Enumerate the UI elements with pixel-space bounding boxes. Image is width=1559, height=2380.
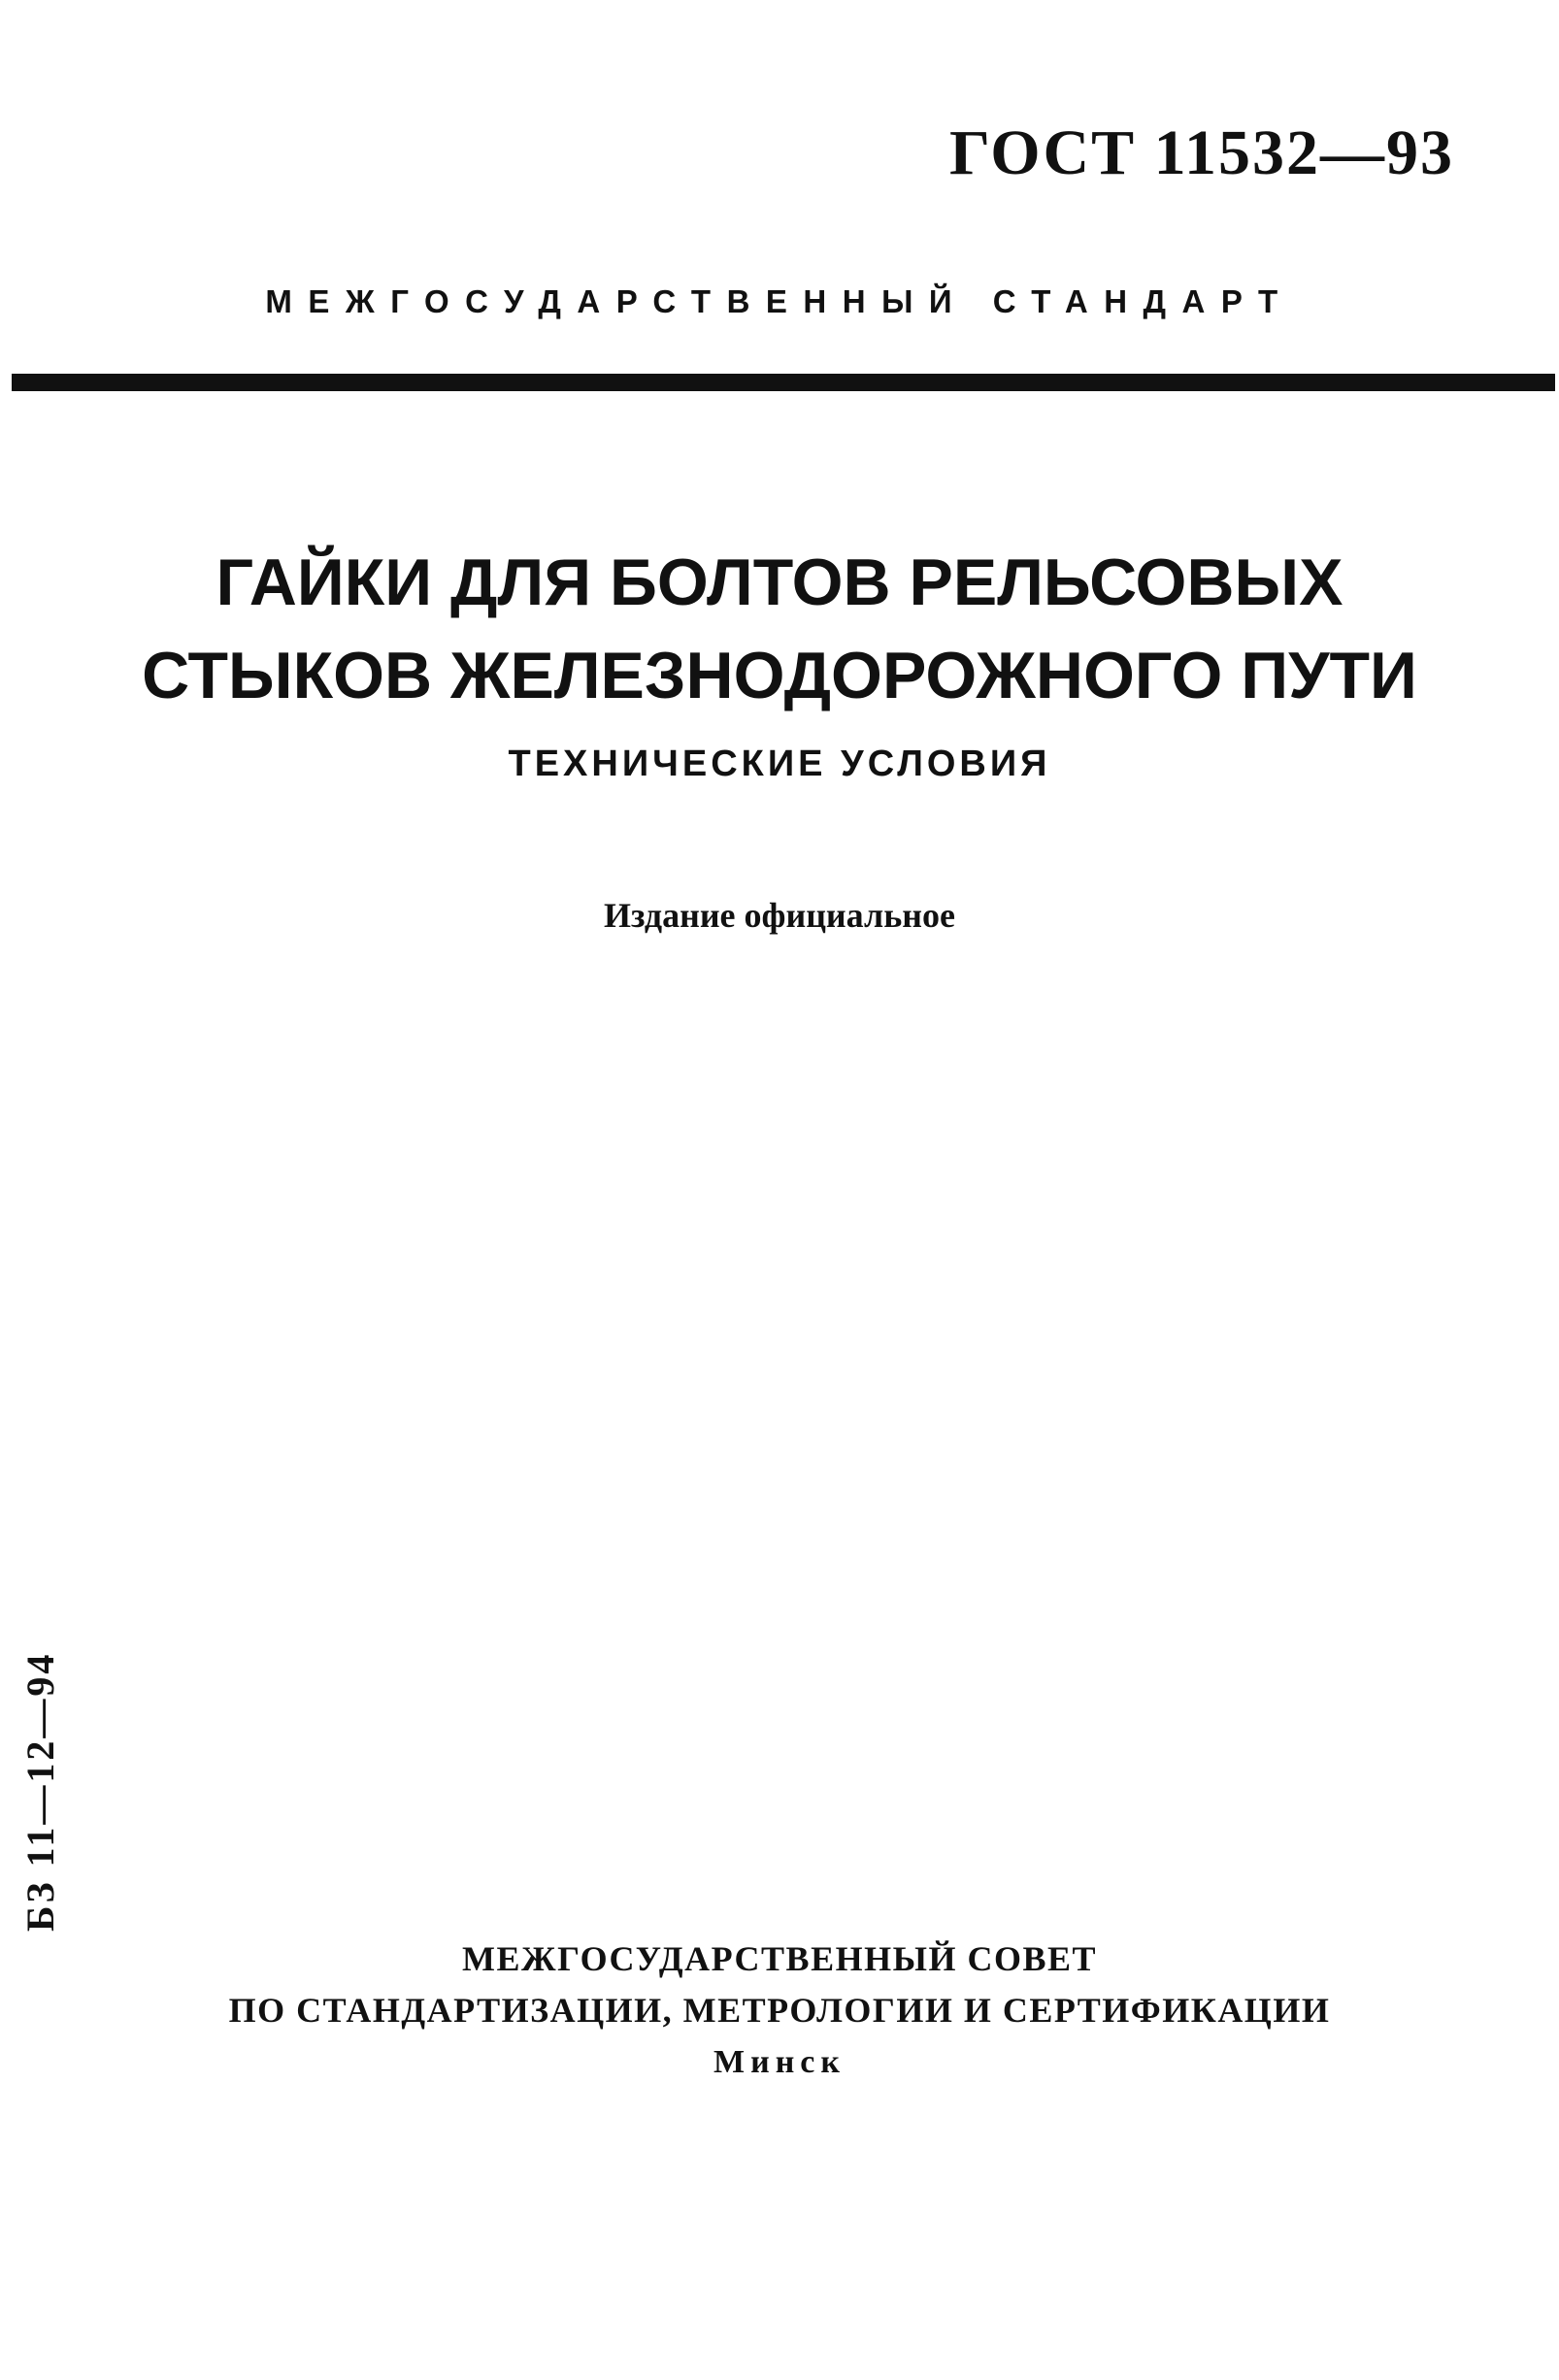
publisher-block (0, 1934, 1559, 2088)
standard-type: МЕЖГОСУДАРСТВЕННЫЙ СТАНДАРТ (265, 283, 1294, 319)
title-line-1: ГАЙКИ ДЛЯ БОЛТОВ РЕЛЬСОВЫХ (216, 545, 1343, 619)
document-title (0, 536, 1559, 722)
gost-number: ГОСТ 11532—93 (948, 117, 1454, 188)
publisher-city: Минск (713, 2044, 846, 2080)
publisher-line-2: ПО СТАНДАРТИЗАЦИИ, МЕТРОЛОГИИ И СЕРТИФИКАЦИИ (228, 1991, 1331, 2030)
edition-note: Издание официальное (604, 896, 955, 935)
publisher-line-1: МЕЖГОСУДАРСТВЕННЫЙ СОВЕТ (462, 1939, 1097, 1978)
catalog-code: БЗ 11—12—94 (18, 1651, 62, 1932)
header-rule (12, 374, 1555, 391)
title-line-2: СТЫКОВ ЖЕЛЕЗНОДОРОЖНОГО ПУТИ (142, 639, 1417, 712)
document-subtitle: ТЕХНИЧЕСКИЕ УСЛОВИЯ (508, 744, 1051, 784)
